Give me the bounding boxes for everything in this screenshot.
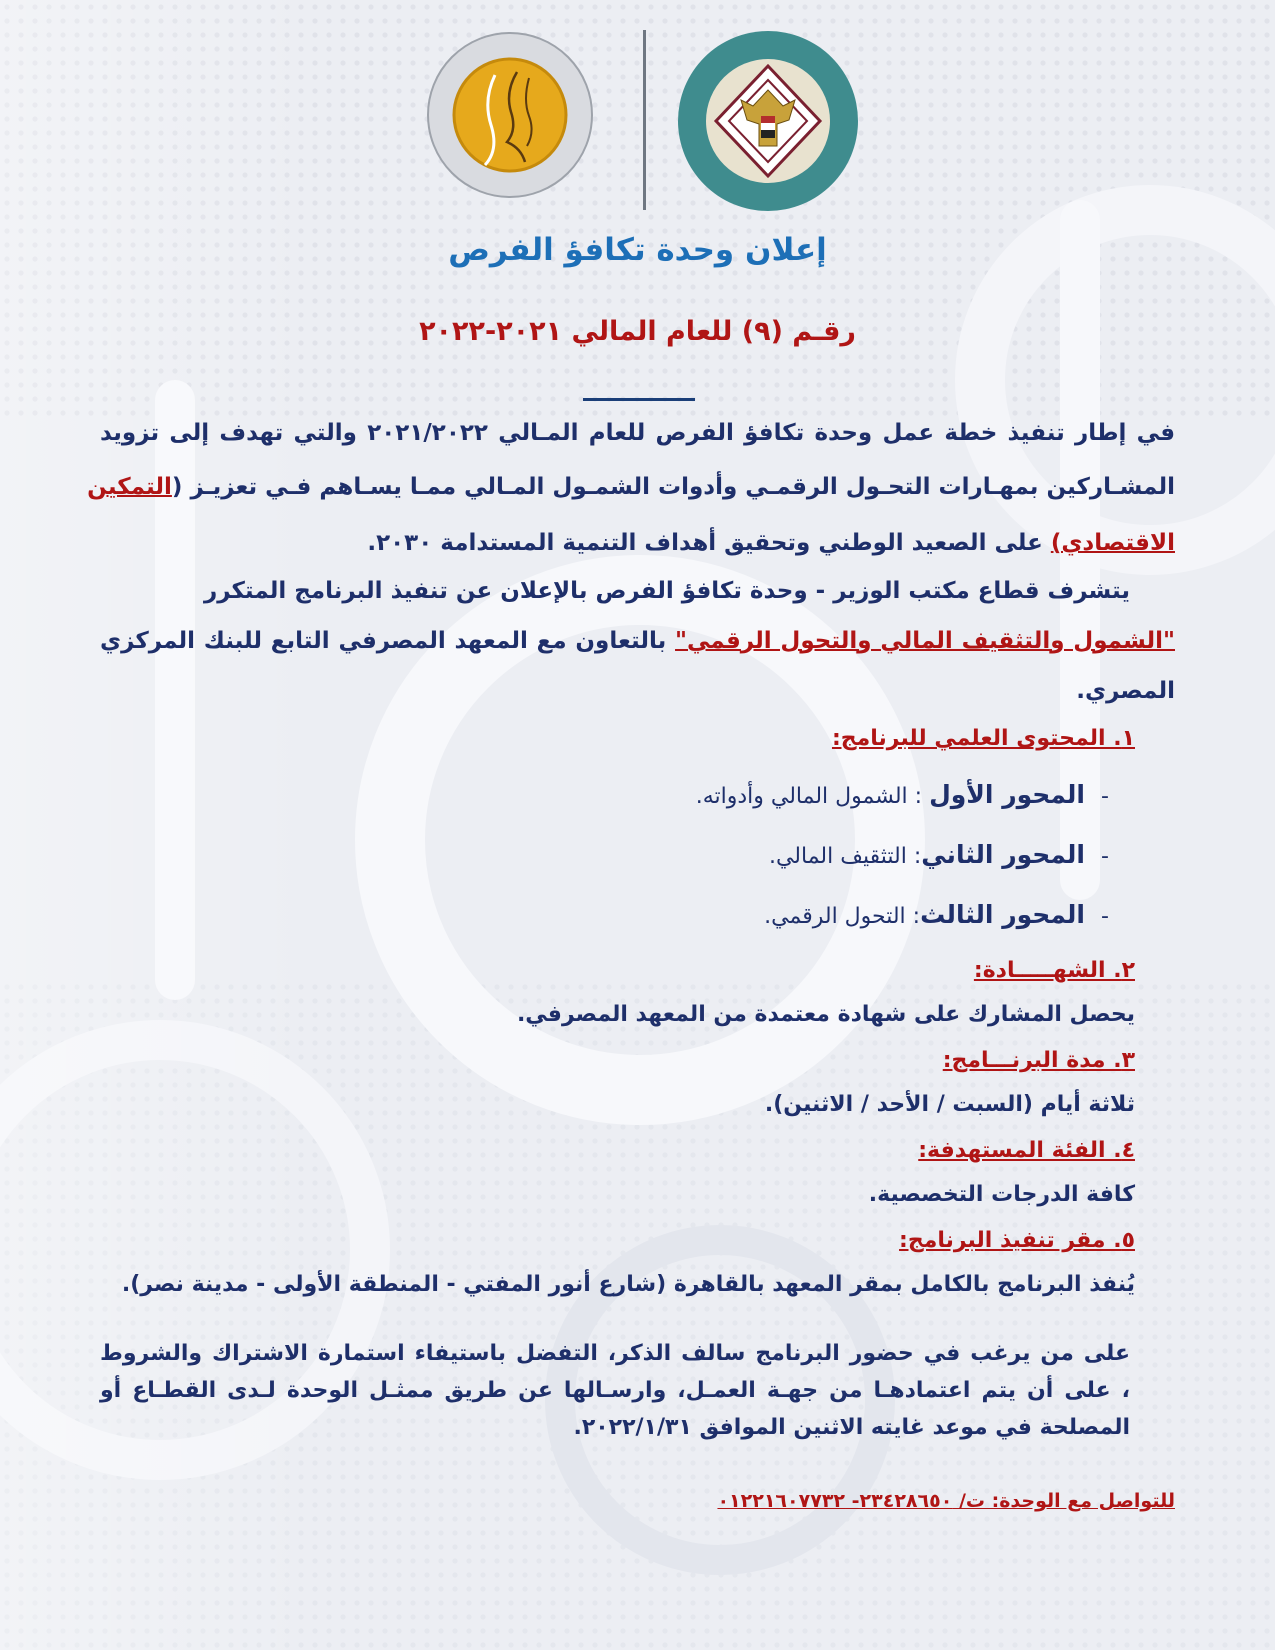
intro-line-2 <box>87 474 1175 500</box>
closing-line-1: على من يرغب في حضور البرنامج سالف الذكر، التفضل باستيفاء استمارة الاشتراك والشروط <box>100 1341 1130 1366</box>
closing-line-2: ، على أن يتم اعتمادهـا من جهـة العمـل، وارسـالها عن طريق ممثـل الوحدة لـدى القطـاع أو <box>100 1378 1130 1403</box>
ministry-of-finance-logo <box>675 28 861 214</box>
axis-3-text: : التحول الرقمي. <box>764 904 921 929</box>
intro-line-1: في إطار تنفيذ خطة عمل وحدة تكافؤ الفرص للعام المـالي ٢٠٢١/٢٠٢٢ والتي تهدف إلى تزويد <box>100 420 1176 446</box>
section-target-heading: ٤. الفئة المستهدفة: <box>918 1138 1135 1163</box>
axis-3-label: المحور الثالث <box>920 900 1085 929</box>
axis-1-text: : الشمول المالي وأدواته. <box>695 784 930 809</box>
highlight-program-name: "الشمول والتثقيف المالي والتحول الرقمي" <box>675 628 1175 654</box>
section-certificate-heading: ٢. الشهـــــادة: <box>973 958 1135 983</box>
equal-opportunities-logo <box>425 30 595 200</box>
axis-1-label: المحور الأول <box>929 780 1085 809</box>
intro-line-4: يتشرف قطاع مكتب الوزير - وحدة تكافؤ الفرص بالإعلان عن تنفيذ البرنامج المتكرر <box>204 578 1130 604</box>
axis-2 <box>769 840 1125 869</box>
contact-info: للتواصل مع الوحدة: ت/ ٢٣٤٢٨٦٥٠- ٠١٢٢١٦٠٧٧٣٢ <box>717 1490 1175 1512</box>
bullet-dash: - <box>1101 904 1109 929</box>
logo-divider <box>643 30 646 210</box>
highlight-empowerment: التمكين <box>87 474 172 500</box>
announcement-number: رقـم (٩) للعام المالي ٢٠٢١-٢٠٢٢ <box>419 316 856 347</box>
section-duration-heading: ٣. مدة البرنـــامج: <box>942 1048 1135 1073</box>
section-content-heading: ١. المحتوى العلمي للبرنامج: <box>831 726 1135 751</box>
bullet-dash: - <box>1101 844 1109 869</box>
section-venue-heading: ٥. مقر تنفيذ البرنامج: <box>899 1228 1135 1253</box>
section-target-body: كافة الدرجات التخصصية. <box>868 1182 1135 1207</box>
section-certificate-body: يحصل المشارك على شهادة معتمدة من المعهد المصرفي. <box>516 1002 1135 1027</box>
intro-line-5-text: بالتعاون مع المعهد المصرفي التابع للبنك المركزي <box>100 628 676 654</box>
closing-line-3: المصلحة في موعد غايته الاثنين الموافق ٢٠٢٢/١/٣١. <box>573 1415 1130 1440</box>
section-duration-body: ثلاثة أيام (السبت / الأحد / الاثنين). <box>764 1092 1135 1117</box>
intro-line-3-text: على الصعيد الوطني وتحقيق أهداف التنمية المستدامة ٢٠٣٠. <box>367 530 1051 556</box>
intro-line-6: المصري. <box>1076 678 1175 704</box>
axis-3 <box>764 900 1125 929</box>
intro-line-2-text: المشـاركين بمهـارات التحـول الرقمـي وأدوات الشمـول المـالي ممـا يسـاهم فـي تعزيـز ( <box>171 474 1175 500</box>
highlight-economic: الاقتصادي) <box>1050 530 1175 556</box>
intro-line-5 <box>100 628 1175 654</box>
section-venue-body: يُنفذ البرنامج بالكامل بمقر المعهد بالقاهرة (شارع أنور المفتي - المنطقة الأولى - مدينة نصر). <box>121 1272 1135 1297</box>
intro-line-3 <box>367 530 1175 556</box>
axis-2-text: : التثقيف المالي. <box>768 844 922 869</box>
title-underline <box>583 398 695 401</box>
axis-2-label: المحور الثاني <box>921 840 1085 869</box>
axis-1 <box>696 780 1125 809</box>
bullet-dash: - <box>1101 784 1109 809</box>
announcement-title: إعلان وحدة تكافؤ الفرص <box>448 232 827 268</box>
